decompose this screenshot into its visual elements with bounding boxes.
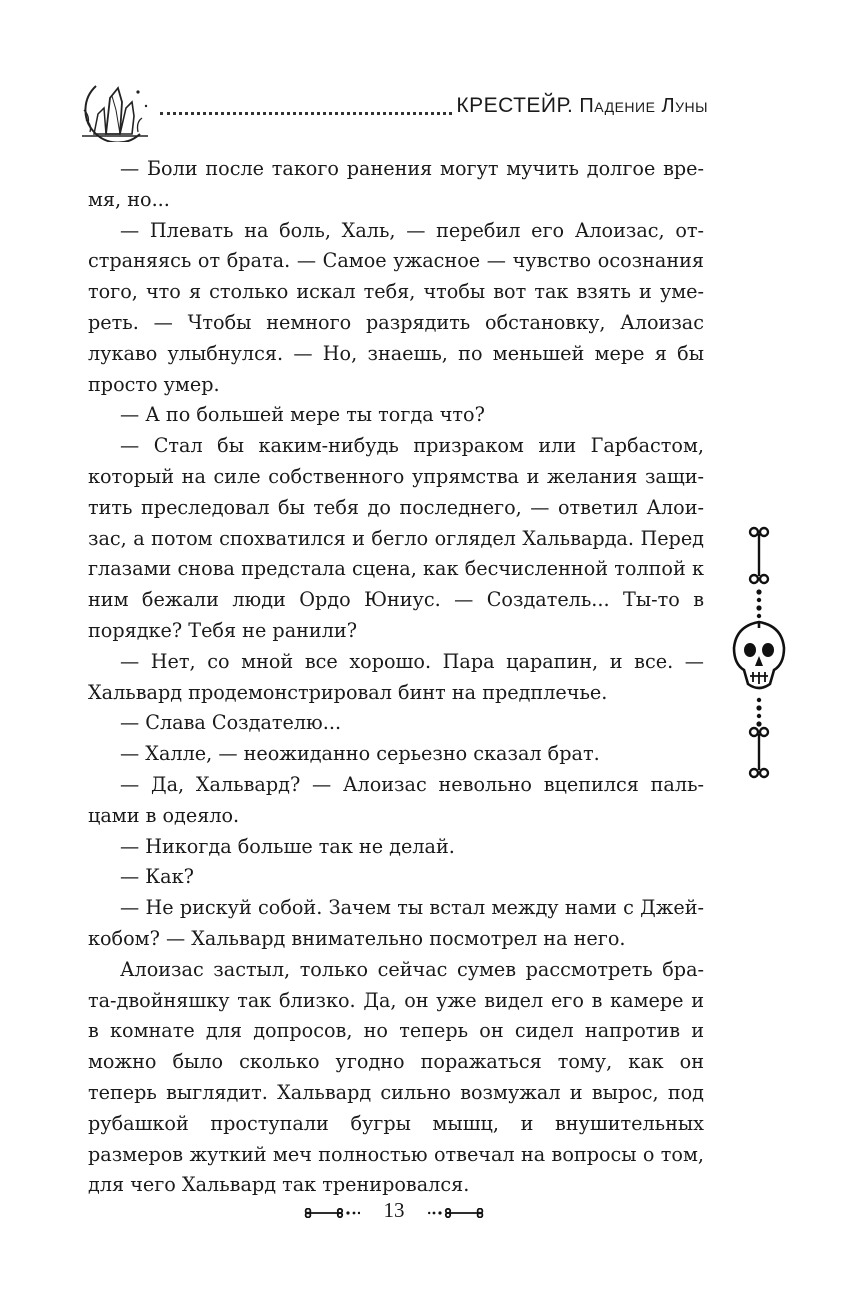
moon-crystal-emblem-icon: [76, 80, 154, 142]
paragraph: — Да, Хальвард? — Алоизас невольно вцепился пальцами в одеяло.: [88, 772, 704, 827]
bone-right-icon: [428, 1208, 484, 1218]
paragraph: — Никогда больше так не делай.: [120, 834, 455, 858]
book-subtitle: Падение Луны: [579, 95, 708, 117]
paragraph: — Слава Создателю...: [120, 711, 342, 735]
paragraph: — Как?: [120, 865, 194, 889]
paragraph: — Стал бы каким-нибудь призраком или Гарбастом, который на силе собственного упрямства и желания защитить преследовал бы тебя до последнего, — ответил Алоизас, а потом спохватился и бегло оглядел Хальварда. Перед глазами снова предстала сцена, как бесчисленной толпой к ним бежали люди Ордо Юниус. — Создатель... Ты-то в порядке? Тебя не ранили?: [88, 434, 704, 642]
paragraph: — Не рискуй собой. Зачем ты встал между нами с Джейкобом? — Хальвард внимательно посмотрел на него.: [88, 896, 704, 950]
paragraph: — Боли после такого ранения могут мучить долгое время, но...: [88, 157, 704, 211]
paragraph: — Халле, — неожиданно серьезно сказал брат.: [120, 742, 600, 766]
paragraph: — Нет, со мной все хорошо. Пара царапин, и все. — Хальвард продемонстрировал бинт на предплечье.: [88, 649, 704, 704]
page-number: 13: [383, 1198, 405, 1222]
page-footer: [300, 1196, 488, 1230]
body-text: [88, 154, 704, 1201]
running-head-title: [456, 94, 708, 118]
running-header: [160, 92, 708, 122]
paragraph: — А по большей мере ты тогда что?: [120, 403, 485, 427]
book-title: КРЕСТЕЙР.: [456, 94, 574, 117]
paragraph: — Плевать на боль, Халь, — перебил его Алоизас, отстраняясь от брата. — Самое ужасное — чувство осознания того, что я столько искал тебя, чтобы вот так взять и умереть. — Чтобы немного разрядить обстановку, Алоизас лукаво улыбнулся. — Но, знаешь, по меньшей мере я бы просто умер.: [88, 218, 704, 396]
skull-bone-ornament-icon: [724, 524, 794, 780]
paragraph: Алоизас застыл, только сейчас сумев рассмотреть брата-двойняшку так близко. Да, он уже видел его в камере и в комнате для допросов, но теперь он сидел напротив и можно было сколько угодно поражаться тому, как он теперь выглядит. Хальвард сильно возмужал и вырос, под рубашкой проступали бугры мышц, и внушительных размеров жуткий меч полностью отвечал на вопросы о том, для чего Хальвард так тренировался.: [88, 957, 704, 1197]
header-dotted-leader: [160, 112, 452, 115]
